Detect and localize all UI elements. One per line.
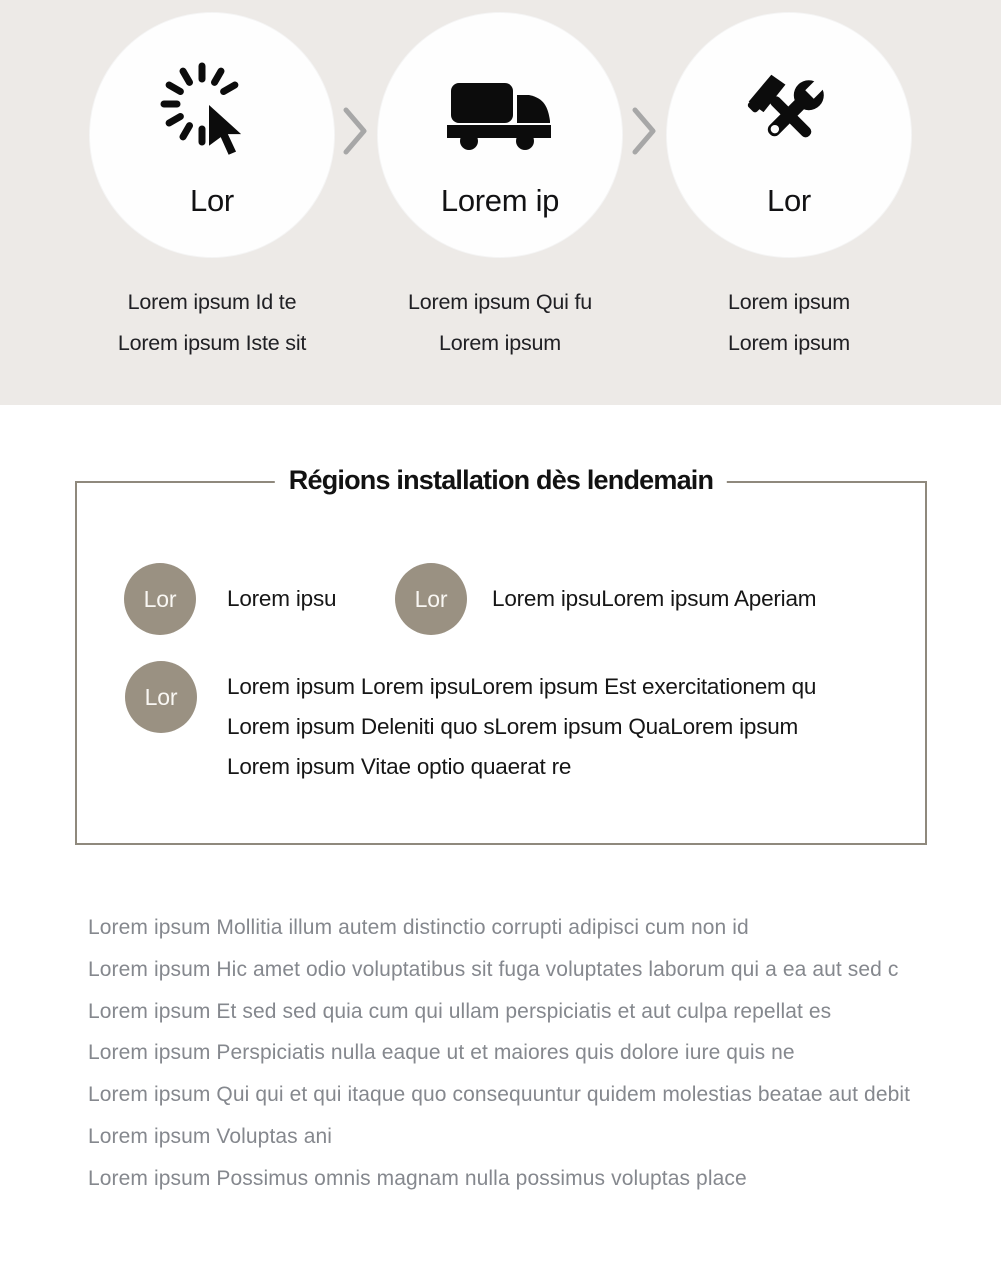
region-text: Lorem ipsu <box>227 586 337 611</box>
step-order <box>67 0 357 364</box>
footer-line: Lorem ipsum Qui qui et qui itaque quo consequuntur quidem molestias beatae aut debit <box>88 1083 911 1107</box>
regions-box-title: Régions installation dès lendemain <box>275 465 727 496</box>
step-captions <box>355 282 645 364</box>
footer-line: Lorem ipsum Possimus omnis magnam nulla possimus voluptas place <box>88 1166 747 1190</box>
footer-line: Lorem ipsum Hic amet odio voluptatibus sit fuga voluptates laborum qui a ea aut sed c <box>88 957 899 981</box>
region-badge: Lor <box>124 563 196 635</box>
region-badge: Lor <box>395 563 467 635</box>
step-delivery <box>355 0 645 364</box>
region-text-line: Lorem ipsum Deleniti quo sLorem ipsum QuaLorem ipsum <box>227 714 799 739</box>
footer-line: Lorem ipsum Voluptas ani <box>88 1124 333 1148</box>
step-label: Lor <box>190 183 234 218</box>
region-text-line: Lorem ipsum Lorem ipsuLorem ipsum Est exercitationem qu <box>227 674 817 699</box>
regions-box <box>75 465 927 845</box>
truck-icon <box>445 79 555 157</box>
step-caption: Lorem ipsum Iste sit <box>117 331 307 355</box>
step-captions <box>67 282 357 364</box>
step-circle <box>89 12 335 258</box>
steps-section <box>0 0 1001 405</box>
footer-text-list <box>88 907 948 1200</box>
footer-line: Lorem ipsum Perspiciatis nulla eaque ut et maiores quis dolore iure quis ne <box>88 1041 795 1065</box>
step-circle <box>666 12 912 258</box>
region-text-line: Lorem ipsum Vitae optio quaerat re <box>227 754 572 779</box>
footer-line: Lorem ipsum Et sed sed quia cum qui ullam perspiciatis et aut culpa repellat es <box>88 999 832 1023</box>
footer-line: Lorem ipsum Mollitia illum autem distinctio corrupti adipisci cum non id <box>88 916 749 939</box>
region-text-block <box>227 667 816 787</box>
step-captions <box>644 282 934 364</box>
region-badge: Lor <box>125 661 197 733</box>
step-installation <box>644 0 934 364</box>
step-caption: Lorem ipsum <box>727 290 851 314</box>
step-caption: Lorem ipsum <box>727 331 851 355</box>
step-label: Lorem ip <box>440 183 560 218</box>
step-caption: Lorem ipsum <box>438 331 562 355</box>
cursor-click-icon <box>157 59 267 169</box>
step-circle <box>377 12 623 258</box>
step-label: Lor <box>767 183 811 218</box>
region-text: Lorem ipsuLorem ipsum Aperiam <box>492 586 817 611</box>
step-caption: Lorem ipsum Id te <box>127 290 297 314</box>
tools-icon <box>739 65 839 165</box>
step-caption: Lorem ipsum Qui fu <box>407 290 592 314</box>
